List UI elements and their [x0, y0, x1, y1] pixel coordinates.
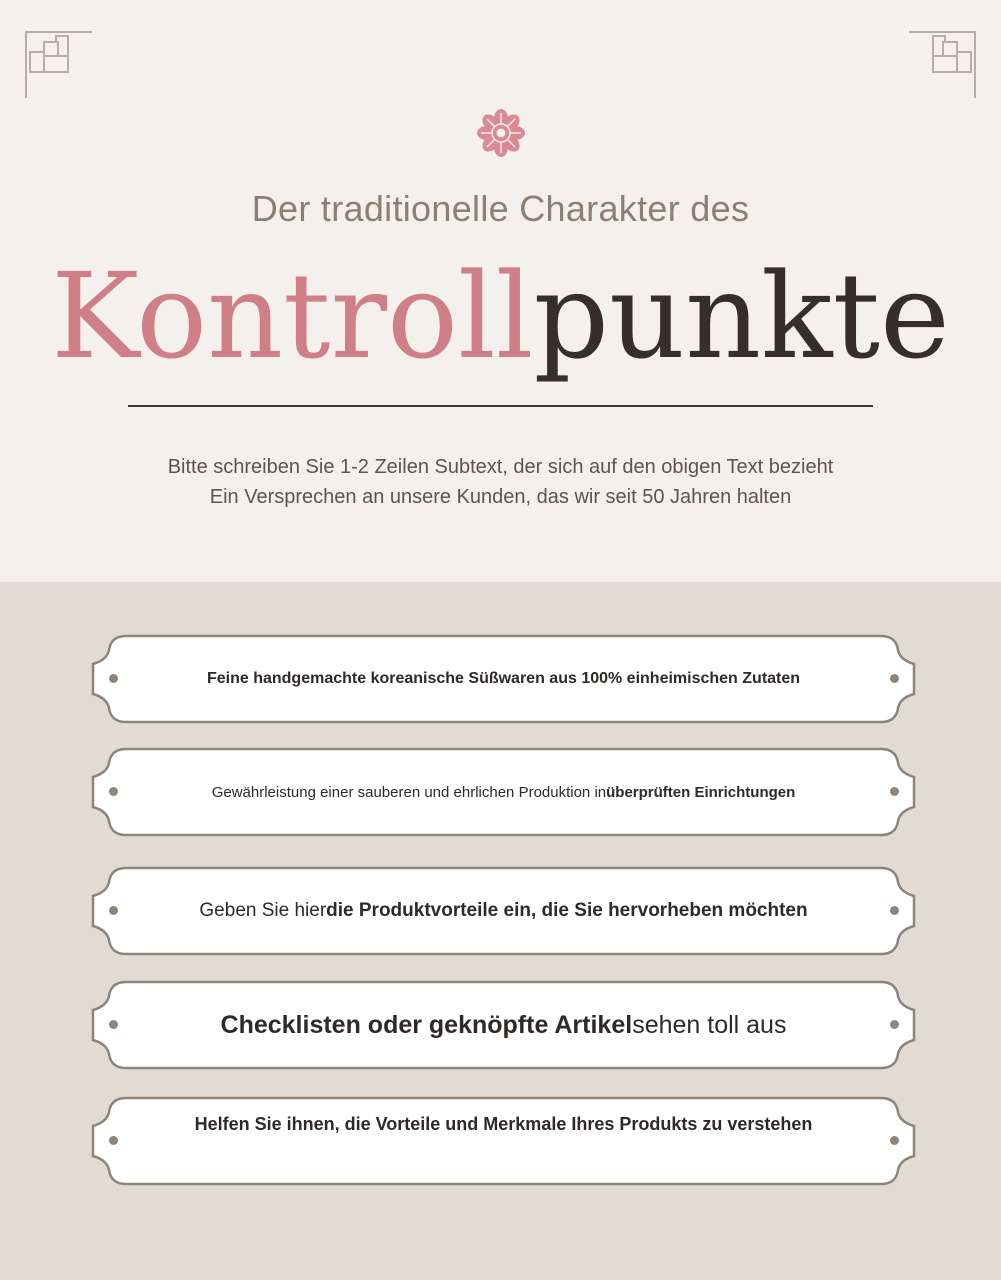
bullet-dot: [890, 787, 899, 796]
bullet-dot: [890, 906, 899, 915]
benefit-plaque-2: [86, 747, 921, 837]
bullet-dot: [890, 674, 899, 683]
benefit-text-2: Gewährleistung einer sauberen und ehrlichen Produktion in überprüften Einrichtungen: [211, 783, 796, 801]
bullet-dot: [109, 674, 118, 683]
benefit-text-4: Checklisten oder geknöpfte Artikel sehen toll aus: [220, 1010, 787, 1039]
bullet-dot: [109, 1020, 118, 1029]
lattice-corner-icon: [907, 30, 977, 100]
subtitle-line-1: Bitte schreiben Sie 1-2 Zeilen Subtext, der sich auf den obigen Text bezieht: [167, 456, 834, 478]
benefit-plaque-4: [86, 980, 921, 1070]
title-part-dark: punkte: [533, 247, 950, 385]
bullet-dot: [109, 1136, 118, 1145]
subtitle-line-2: Ein Versprechen an unsere Kunden, das wir seit 50 Jahren halten: [209, 486, 792, 508]
benefit-text-5: Helfen Sie ihnen, die Vorteile und Merkmale Ihres Produkts zu verstehen: [194, 1114, 813, 1134]
benefit-plaque-5: [86, 1096, 921, 1186]
bullet-dot: [109, 787, 118, 796]
page-title: [0, 246, 1001, 386]
bullet-dot: [890, 1136, 899, 1145]
header-kicker: Der traditionelle Charakter des: [251, 188, 750, 229]
title-part-pink: Kontroll: [51, 247, 534, 385]
bullet-dot: [109, 906, 118, 915]
title-divider: [128, 405, 873, 407]
benefit-text-1: Feine handgemachte koreanische Süßwaren aus 100% einheimischen Zutaten: [206, 670, 801, 687]
benefit-plaque-1: [86, 634, 921, 724]
flower-ornament-icon: [476, 108, 526, 158]
benefit-text-3: Geben Sie hier die Produktvorteile ein, die Sie hervorheben möchten: [199, 900, 808, 921]
bullet-dot: [890, 1020, 899, 1029]
lattice-corner-icon: [24, 30, 94, 100]
benefit-plaque-3: [86, 866, 921, 956]
